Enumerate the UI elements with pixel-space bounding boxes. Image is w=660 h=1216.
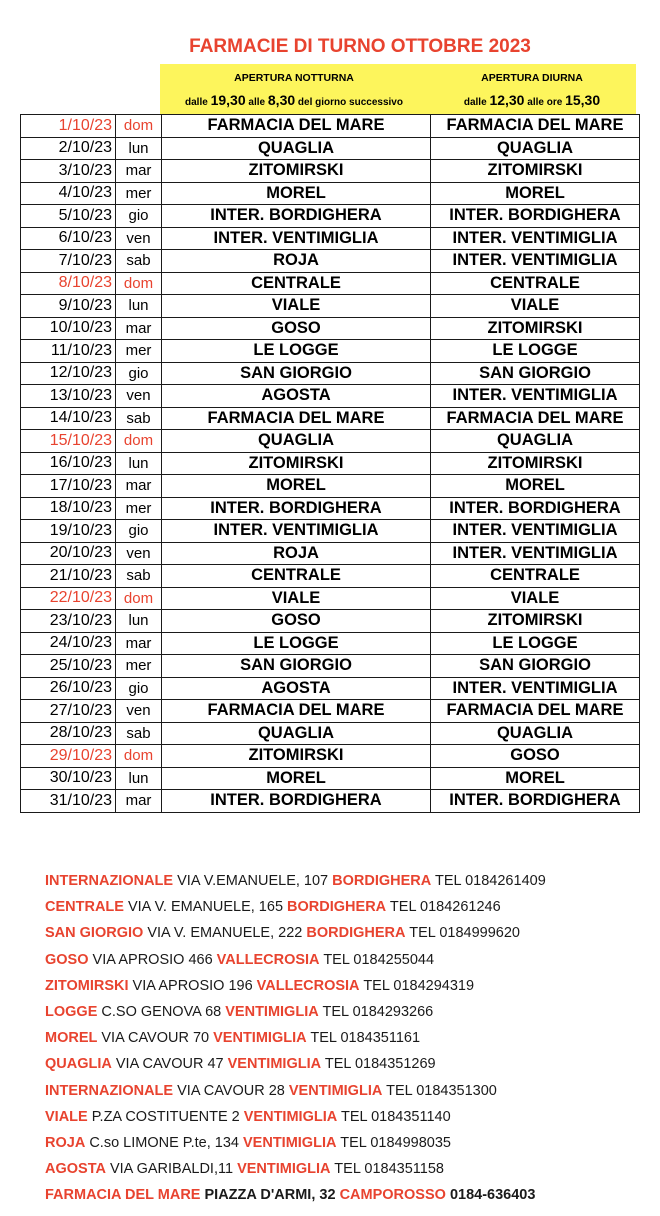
night-pharmacy: INTER. VENTIMIGLIA [162,227,431,250]
pharmacy-address: VIA V. EMANUELE, 222 [147,925,303,942]
schedule-weekday: mar [116,790,162,813]
schedule-date: 17/10/23 [21,475,116,498]
pharmacy-address: VIA CAVOUR 28 [177,1082,285,1099]
hours-word: dalle [185,97,208,108]
pharmacy-phone: TEL 0184999620 [409,925,520,942]
schedule-weekday: dom [116,272,162,295]
schedule-weekday: ven [116,385,162,408]
day-pharmacy: INTER. BORDIGHERA [431,790,640,813]
pharmacy-address: VIA V.EMANUELE, 107 [177,873,329,889]
night-pharmacy: LE LOGGE [162,340,431,363]
schedule-date: 25/10/23 [21,655,116,678]
day-pharmacy: INTER. VENTIMIGLIA [431,677,640,700]
schedule-row [21,295,640,318]
pharmacy-address: VIA CAVOUR 47 [115,1056,224,1073]
pharmacy-phone: TEL 0184261409 [435,873,546,889]
night-pharmacy: SAN GIORGIO [162,362,431,385]
day-pharmacy: VIALE [431,295,640,318]
pharmacy-address: VIA APROSIO 196 [132,977,253,994]
day-opening-title: APERTURA DIURNA [481,72,583,84]
day-pharmacy: ZITOMIRSKI [431,452,640,475]
schedule-date: 29/10/23 [21,745,116,768]
schedule-weekday: mar [116,475,162,498]
schedule-date: 24/10/23 [21,632,116,655]
day-pharmacy: ZITOMIRSKI [431,610,640,633]
pharmacy-city: VENTIMIGLIA [213,1030,307,1047]
day-pharmacy: QUAGLIA [431,430,640,453]
schedule-date: 6/10/23 [21,227,116,250]
pharmacy-name: VIALE [45,1108,88,1125]
hours-start: 19,30 [210,92,246,108]
page-title: FARMACIE DI TURNO OTTOBRE 2023 [189,36,531,57]
schedule-row [21,452,640,475]
schedule-row [21,767,640,790]
schedule-weekday: lun [116,295,162,318]
schedule-row [21,677,640,700]
night-pharmacy: ROJA [162,250,431,273]
pharmacy-address: C.so LIMONE P.te, 134 [89,1134,239,1151]
schedule-date: 28/10/23 [21,722,116,745]
night-opening-title: APERTURA NOTTURNA [234,72,354,84]
schedule-body [21,115,640,813]
night-pharmacy: INTER. BORDIGHERA [162,205,431,228]
day-pharmacy: INTER. VENTIMIGLIA [431,227,640,250]
schedule-weekday: lun [116,452,162,475]
night-pharmacy: AGOSTA [162,385,431,408]
day-pharmacy: LE LOGGE [431,632,640,655]
pharmacy-address-line [45,1025,655,1051]
night-pharmacy: ZITOMIRSKI [162,452,431,475]
schedule-row [21,317,640,340]
schedule-row [21,250,640,273]
schedule-weekday: lun [116,137,162,160]
pharmacy-phone: TEL 0184351300 [386,1082,497,1099]
pharmacy-address: PIAZZA D'ARMI, 32 [204,1187,336,1204]
pharmacy-name: INTERNAZIONALE [45,873,174,889]
day-pharmacy: QUAGLIA [431,722,640,745]
schedule-date: 26/10/23 [21,677,116,700]
night-pharmacy: INTER. BORDIGHERA [162,497,431,520]
schedule-date: 12/10/23 [21,362,116,385]
day-pharmacy: FARMACIA DEL MARE [431,407,640,430]
schedule-weekday: lun [116,767,162,790]
schedule-weekday: gio [116,205,162,228]
hours-end: 8,30 [267,92,296,108]
schedule-row [21,632,640,655]
schedule-date: 7/10/23 [21,250,116,273]
pharmacy-address-line [45,1130,655,1156]
schedule-weekday: gio [116,520,162,543]
schedule-date: 27/10/23 [21,700,116,723]
night-pharmacy: QUAGLIA [162,137,431,160]
pharmacy-address-line [45,894,655,920]
schedule-date: 14/10/23 [21,407,116,430]
pharmacy-address-line [45,1156,655,1182]
day-pharmacy: MOREL [431,767,640,790]
pharmacy-address: VIA CAVOUR 70 [101,1030,210,1047]
pharmacy-city: VENTIMIGLIA [243,1134,337,1151]
schedule-row [21,160,640,183]
schedule-weekday: dom [116,115,162,138]
pharmacy-phone: TEL 0184998035 [340,1134,451,1151]
schedule-date: 19/10/23 [21,520,116,543]
hours-end: 15,30 [565,92,601,108]
night-pharmacy: VIALE [162,295,431,318]
day-pharmacy: FARMACIA DEL MARE [431,700,640,723]
night-pharmacy: QUAGLIA [162,430,431,453]
pharmacy-address-line [45,947,655,973]
hours-word: alle [248,97,266,108]
schedule-weekday: dom [116,587,162,610]
day-opening-hours [428,92,636,108]
pharmacy-name: ZITOMIRSKI [45,977,129,994]
schedule-date: 21/10/23 [21,565,116,588]
night-pharmacy: MOREL [162,182,431,205]
schedule-row [21,227,640,250]
day-pharmacy: LE LOGGE [431,340,640,363]
schedule-weekday: dom [116,745,162,768]
pharmacy-name: MOREL [45,1030,98,1047]
hours-word: dalle [463,97,487,108]
night-pharmacy: ROJA [162,542,431,565]
hours-word: del giorno successivo [297,97,403,108]
schedule-row [21,497,640,520]
day-pharmacy: MOREL [431,182,640,205]
night-pharmacy: GOSO [162,610,431,633]
schedule-row [21,745,640,768]
schedule-row [21,520,640,543]
schedule-date: 3/10/23 [21,160,116,183]
schedule-date: 23/10/23 [21,610,116,633]
schedule-date: 1/10/23 [21,115,116,138]
pharmacy-address: C.SO GENOVA 68 [101,1003,222,1020]
pharmacy-name: GOSO [45,951,89,968]
schedule-date: 5/10/23 [21,205,116,228]
night-pharmacy: ZITOMIRSKI [162,745,431,768]
schedule-date: 8/10/23 [21,272,116,295]
schedule-row [21,475,640,498]
day-pharmacy: INTER. VENTIMIGLIA [431,385,640,408]
day-pharmacy: QUAGLIA [431,137,640,160]
schedule-weekday: mer [116,182,162,205]
schedule-date: 16/10/23 [21,452,116,475]
schedule-weekday: gio [116,677,162,700]
schedule-weekday: sab [116,565,162,588]
schedule-date: 10/10/23 [21,317,116,340]
schedule-weekday: mer [116,340,162,363]
pharmacy-phone: TEL 0184255044 [323,951,435,968]
night-pharmacy: INTER. VENTIMIGLIA [162,520,431,543]
pharmacy-city: VENTIMIGLIA [237,1161,331,1178]
schedule-weekday: mer [116,497,162,520]
pharmacy-address: P.ZA COSTITUENTE 2 [91,1108,240,1125]
pharmacy-phone: TEL 0184261246 [389,899,501,916]
pharmacy-phone: TEL 0184351140 [341,1108,451,1125]
night-pharmacy: MOREL [162,475,431,498]
day-pharmacy: MOREL [431,475,640,498]
pharmacy-name: FARMACIA DEL MARE [45,1187,201,1204]
day-pharmacy: SAN GIORGIO [431,362,640,385]
pharmacy-city: CAMPOROSSO [339,1187,446,1204]
night-pharmacy: INTER. BORDIGHERA [162,790,431,813]
night-pharmacy: QUAGLIA [162,722,431,745]
schedule-weekday: lun [116,610,162,633]
day-pharmacy: INTER. VENTIMIGLIA [431,250,640,273]
schedule-table [20,114,640,813]
day-pharmacy: INTER. BORDIGHERA [431,205,640,228]
pharmacy-phone: TEL 0184351158 [334,1161,444,1178]
night-pharmacy: CENTRALE [162,565,431,588]
schedule-weekday: gio [116,362,162,385]
schedule-weekday: sab [116,722,162,745]
schedule-weekday: mer [116,655,162,678]
schedule-date: 31/10/23 [21,790,116,813]
pharmacy-address-list [45,868,655,1208]
day-pharmacy: INTER. BORDIGHERA [431,497,640,520]
pharmacy-name: ROJA [45,1134,86,1151]
hours-start: 12,30 [489,92,525,108]
schedule-row [21,565,640,588]
pharmacy-address-line [45,868,655,894]
pharmacy-address-line [45,1078,655,1104]
schedule-date: 9/10/23 [21,295,116,318]
night-pharmacy: SAN GIORGIO [162,655,431,678]
pharmacy-address-line [45,920,655,946]
schedule-weekday: dom [116,430,162,453]
schedule-row [21,362,640,385]
pharmacy-city: BORDIGHERA [332,873,432,889]
schedule-row [21,272,640,295]
schedule-date: 2/10/23 [21,137,116,160]
pharmacy-city: BORDIGHERA [287,899,387,916]
night-pharmacy: LE LOGGE [162,632,431,655]
pharmacy-city: VALLECROSIA [216,951,320,968]
schedule-date: 20/10/23 [21,542,116,565]
schedule-row [21,430,640,453]
day-pharmacy: CENTRALE [431,565,640,588]
schedule-row [21,182,640,205]
pharmacy-city: VENTIMIGLIA [227,1056,322,1073]
night-pharmacy: FARMACIA DEL MARE [162,115,431,138]
schedule-row [21,722,640,745]
pharmacy-name: QUAGLIA [45,1056,112,1073]
schedule-weekday: sab [116,250,162,273]
pharmacy-address: VIA V. EMANUELE, 165 [127,899,284,916]
day-pharmacy: CENTRALE [431,272,640,295]
schedule-weekday: ven [116,542,162,565]
schedule-row [21,655,640,678]
schedule-weekday: ven [116,700,162,723]
pharmacy-phone: TEL 0184351269 [324,1056,436,1073]
pharmacy-city: VENTIMIGLIA [243,1108,338,1125]
pharmacy-phone: TEL 0184351161 [310,1030,421,1047]
pharmacy-name: LOGGE [45,1003,98,1020]
pharmacy-city: BORDIGHERA [306,925,406,942]
day-pharmacy: FARMACIA DEL MARE [431,115,640,138]
pharmacy-phone: 0184-636403 [449,1187,536,1204]
schedule-row [21,542,640,565]
pharmacy-city: VALLECROSIA [256,977,360,994]
night-pharmacy: FARMACIA DEL MARE [162,700,431,723]
night-pharmacy: FARMACIA DEL MARE [162,407,431,430]
schedule-weekday: sab [116,407,162,430]
night-pharmacy: CENTRALE [162,272,431,295]
schedule-row [21,385,640,408]
pharmacy-address-line [45,1051,655,1077]
schedule-weekday: mar [116,317,162,340]
pharmacy-phone: TEL 0184294319 [363,977,475,994]
pharmacy-phone: TEL 0184293266 [322,1003,434,1020]
night-opening-header [160,64,428,114]
schedule-row [21,205,640,228]
day-pharmacy: ZITOMIRSKI [431,160,640,183]
schedule-date: 22/10/23 [21,587,116,610]
schedule-row [21,407,640,430]
day-pharmacy: GOSO [431,745,640,768]
pharmacy-address-line [45,1104,655,1130]
pharmacy-name: AGOSTA [45,1161,106,1178]
day-pharmacy: VIALE [431,587,640,610]
pharmacy-address-line [45,1182,655,1208]
day-pharmacy: SAN GIORGIO [431,655,640,678]
schedule-date: 13/10/23 [21,385,116,408]
pharmacy-name: SAN GIORGIO [45,925,144,942]
pharmacy-address: VIA APROSIO 466 [92,951,213,968]
schedule-date: 30/10/23 [21,767,116,790]
night-pharmacy: MOREL [162,767,431,790]
schedule-date: 4/10/23 [21,182,116,205]
pharmacy-city: VENTIMIGLIA [225,1003,319,1020]
schedule-row [21,790,640,813]
schedule-row [21,137,640,160]
schedule-date: 11/10/23 [21,340,116,363]
schedule-weekday: ven [116,227,162,250]
pharmacy-city: VENTIMIGLIA [288,1082,383,1099]
schedule-row [21,587,640,610]
schedule-weekday: mar [116,160,162,183]
pharmacy-name: CENTRALE [45,899,124,916]
hours-word: alle ore [527,97,563,108]
schedule-row [21,340,640,363]
day-opening-header [428,64,636,114]
pharmacy-name: INTERNAZIONALE [45,1082,174,1099]
pharmacy-address: VIA GARIBALDI,11 [109,1161,234,1178]
night-pharmacy: GOSO [162,317,431,340]
night-opening-hours [160,92,428,108]
night-pharmacy: ZITOMIRSKI [162,160,431,183]
day-pharmacy: INTER. VENTIMIGLIA [431,520,640,543]
pharmacy-address-line [45,973,655,999]
night-pharmacy: AGOSTA [162,677,431,700]
night-pharmacy: VIALE [162,587,431,610]
schedule-row [21,115,640,138]
schedule-weekday: mar [116,632,162,655]
schedule-row [21,610,640,633]
day-pharmacy: INTER. VENTIMIGLIA [431,542,640,565]
pharmacy-address-line [45,999,655,1025]
schedule-date: 15/10/23 [21,430,116,453]
schedule-date: 18/10/23 [21,497,116,520]
day-pharmacy: ZITOMIRSKI [431,317,640,340]
schedule-row [21,700,640,723]
